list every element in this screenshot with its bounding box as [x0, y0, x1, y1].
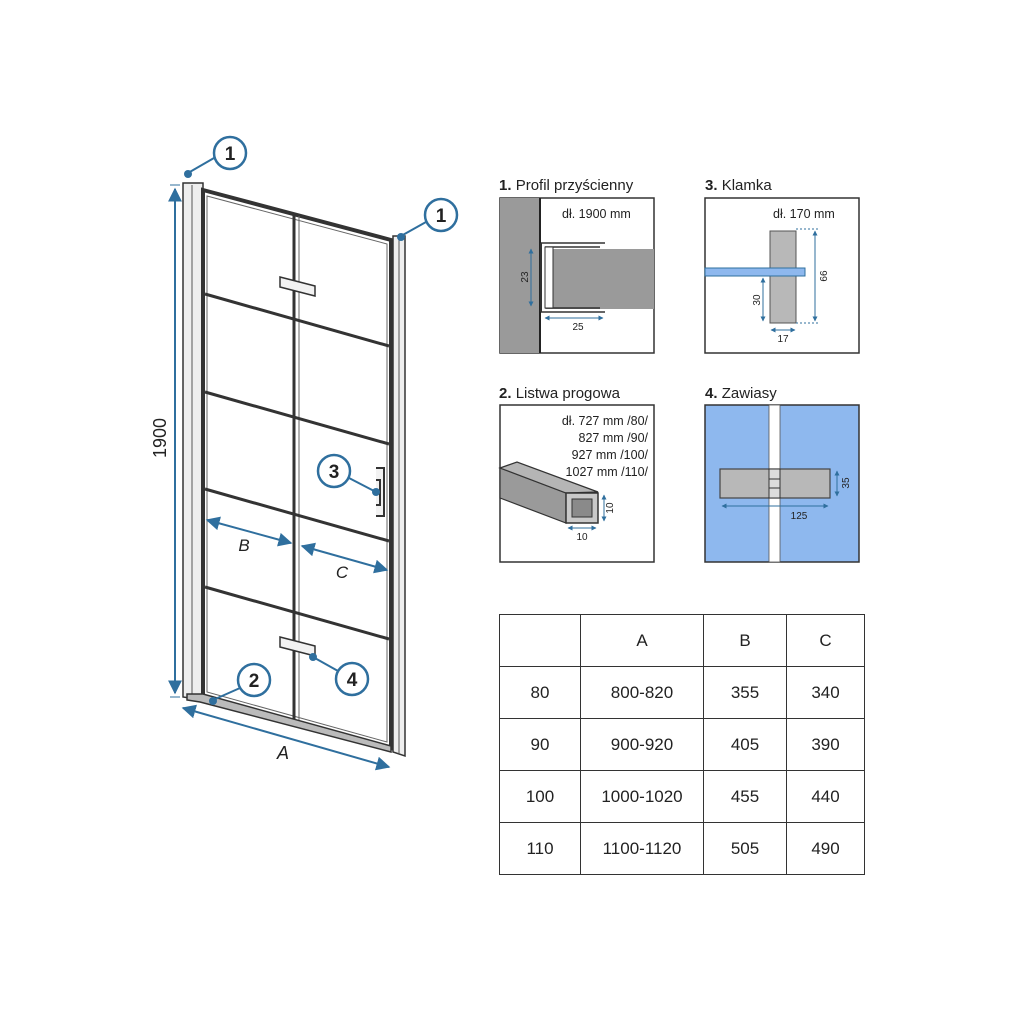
door-frame — [203, 190, 391, 748]
table-cell: 340 — [787, 667, 865, 719]
table-cell: 800-820 — [581, 667, 704, 719]
table-cell: 900-920 — [581, 719, 704, 771]
hinge-height-value: 35 — [841, 477, 852, 489]
table-cell: 405 — [704, 719, 787, 771]
table-cell: 110 — [500, 823, 581, 875]
threshold-length-4: 1027 mm /110/ — [565, 465, 648, 479]
profile-length: dł. 1900 mm — [562, 207, 631, 221]
table-row — [500, 823, 865, 875]
threshold-length-3: 927 mm /100/ — [571, 448, 648, 462]
svg-text:2: 2 — [248, 671, 260, 692]
height-dimension — [170, 185, 180, 697]
table-cell: 90 — [500, 719, 581, 771]
dimension-c-label: C — [335, 563, 349, 582]
handle-title: 3. Klamka — [705, 177, 772, 194]
threshold-length-2: 827 mm /90/ — [578, 431, 648, 445]
table-row — [500, 771, 865, 823]
table-row — [500, 667, 865, 719]
handle-length: dł. 170 mm — [773, 207, 835, 221]
table-cell: 505 — [704, 823, 787, 875]
handle-width-value: 17 — [777, 334, 789, 345]
table-cell: 355 — [704, 667, 787, 719]
handle-height-value: 66 — [819, 270, 830, 282]
svg-text:1: 1 — [435, 206, 447, 227]
threshold-title: 2. Listwa progowa — [499, 385, 620, 402]
threshold-width-value: 10 — [576, 532, 588, 543]
header-cell: C — [787, 615, 865, 667]
table-cell: 440 — [787, 771, 865, 823]
callout-3 — [318, 455, 380, 496]
threshold-panel — [500, 405, 654, 562]
svg-text:1: 1 — [224, 144, 236, 165]
dimension-b-label: B — [238, 536, 250, 555]
header-cell: A — [581, 615, 704, 667]
dimension-a-label: A — [276, 743, 290, 763]
profile-height-value: 23 — [520, 271, 531, 283]
left-wall-profile — [183, 183, 203, 700]
callout-4 — [309, 653, 368, 695]
handle-offset-value: 30 — [752, 294, 763, 306]
handle-panel — [705, 198, 859, 353]
table-cell: 390 — [787, 719, 865, 771]
svg-text:3: 3 — [328, 462, 340, 483]
dimensions-table — [499, 614, 865, 875]
profile-panel — [500, 198, 654, 353]
hinges-title: 4. Zawiasy — [705, 385, 777, 402]
hinge-width-value: 125 — [790, 511, 808, 522]
lower-hinge — [280, 637, 315, 656]
table-cell: 100 — [500, 771, 581, 823]
hinges-panel — [705, 405, 859, 562]
header-cell — [500, 615, 581, 667]
callout-1-right — [397, 199, 457, 241]
door-drawing — [150, 137, 457, 767]
header-cell: B — [704, 615, 787, 667]
table-cell: 1000-1020 — [581, 771, 704, 823]
table-cell: 490 — [787, 823, 865, 875]
table-row — [500, 719, 865, 771]
upper-hinge — [280, 277, 315, 296]
height-label: 1900 — [150, 417, 170, 459]
glass-bars — [205, 294, 389, 639]
table-cell: 1100-1120 — [581, 823, 704, 875]
table-header-row — [500, 615, 865, 667]
profile-width-value: 25 — [572, 322, 584, 333]
table-cell: 455 — [704, 771, 787, 823]
table-cell: 80 — [500, 667, 581, 719]
threshold-length-1: dł. 727 mm /80/ — [561, 414, 648, 428]
profile-title: 1. Profil przyścienny — [499, 177, 634, 194]
threshold-height-value: 10 — [605, 502, 616, 514]
callout-1-left — [184, 137, 246, 178]
svg-text:4: 4 — [346, 670, 358, 691]
